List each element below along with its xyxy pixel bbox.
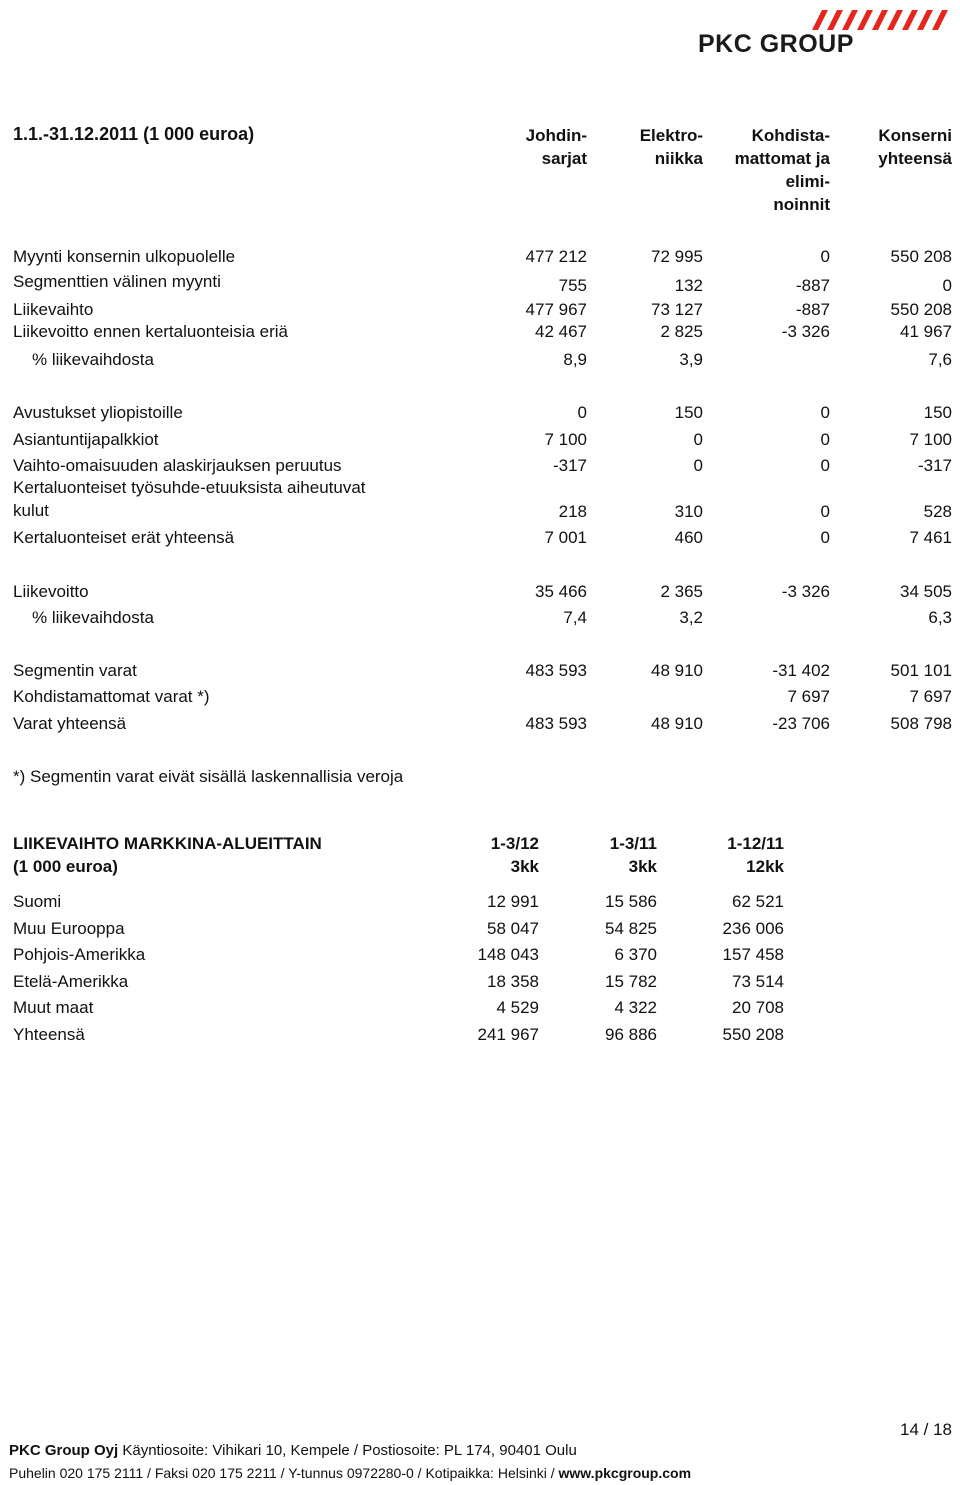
row-label: Pohjois-Amerikka	[13, 945, 146, 964]
cell-value: 6 370	[614, 945, 657, 964]
cell-value: 7,4	[563, 608, 587, 627]
cell-value: 550 208	[722, 1025, 784, 1044]
cell-value: 483 593	[525, 714, 587, 733]
cell-value: 528	[923, 502, 952, 521]
table-row	[0, 712, 960, 736]
row-label: Kohdistamattomat varat *)	[13, 687, 210, 706]
footer-company: PKC Group Oyj	[9, 1442, 119, 1459]
table-row	[0, 890, 960, 914]
cell-value: 73 514	[732, 972, 784, 991]
cell-value: 73 127	[651, 300, 703, 319]
market-header-fy-11: 1-12/11	[727, 834, 784, 853]
cell-value: 72 995	[651, 247, 703, 266]
cell-value: -317	[917, 456, 952, 475]
market-header-q1-12-period: 3kk	[510, 857, 539, 876]
cell-value: 6,3	[928, 608, 952, 627]
cell-value: 7 697	[909, 687, 952, 706]
footer-kotipaikka: Kotipaikka: Helsinki	[425, 1465, 547, 1481]
market-header-q1-11: 1-3/11	[609, 834, 657, 853]
cell-value: 7 697	[787, 687, 830, 706]
row-label: Varat yhteensä	[13, 714, 127, 733]
cell-value: 0	[820, 502, 830, 521]
row-label: Avustukset yliopistoille	[13, 403, 183, 422]
cell-value: 218	[558, 502, 587, 521]
page-number: 14 / 18	[900, 1420, 952, 1439]
cell-value: 54 825	[605, 919, 657, 938]
cell-value: 15 782	[605, 972, 657, 991]
cell-value: 8,9	[563, 350, 587, 369]
cell-value: 58 047	[487, 919, 539, 938]
cell-value: 477 967	[525, 300, 587, 319]
cell-value: 236 006	[722, 919, 784, 938]
cell-value: 550 208	[890, 300, 952, 319]
cell-value: 755	[558, 276, 587, 295]
table-row	[0, 526, 960, 550]
table-row	[0, 320, 960, 344]
row-label: Etelä-Amerikka	[13, 972, 129, 991]
row-label: Liikevoitto	[13, 582, 89, 601]
footer-contact-line: Puhelin 020 175 2111 / Faksi 020 175 2211 / Y-tunnus 0972280-0 / Kotipaikka: Helsinki / www.pkcgroup.com	[9, 1465, 692, 1481]
cell-value: 7 461	[909, 528, 952, 547]
footer-fax: Faksi 020 175 2211	[154, 1465, 277, 1481]
cell-value: 2 365	[660, 582, 703, 601]
table-row	[0, 476, 960, 524]
row-label: Segmentin varat	[13, 661, 137, 680]
footer-phone: Puhelin 020 175 2111	[9, 1465, 144, 1481]
cell-value: 96 886	[605, 1025, 657, 1044]
cell-value: 310	[674, 502, 703, 521]
row-label: Muu Eurooppa	[13, 919, 125, 938]
logo-text: PKC GROUP	[698, 30, 854, 58]
row-label: Yhteensä	[13, 1025, 85, 1044]
cell-value: 18 358	[487, 972, 539, 991]
market-header-q1-11-period: 3kk	[628, 857, 657, 876]
cell-value: -887	[795, 300, 830, 319]
cell-value: 0	[820, 528, 830, 547]
cell-value: 2 825	[660, 322, 703, 341]
table-row	[0, 659, 960, 683]
table-row	[0, 606, 960, 630]
table-row	[0, 970, 960, 994]
row-label: Liikevoitto ennen kertaluonteisia eriä	[13, 322, 289, 341]
cell-value: 0	[942, 276, 952, 295]
cell-value: 0	[693, 430, 703, 449]
row-label: Liikevaihto	[13, 300, 94, 319]
footer-web-link[interactable]: www.pkcgroup.com	[558, 1465, 692, 1481]
cell-value: 15 586	[605, 892, 657, 911]
cell-value: 35 466	[535, 582, 587, 601]
cell-value: 460	[674, 528, 703, 547]
segment-footnote: *) Segmentin varat eivät sisällä laskennallisia veroja	[13, 767, 404, 786]
row-label: % liikevaihdosta	[32, 608, 154, 627]
cell-value: 34 505	[900, 582, 952, 601]
cell-value: 0	[577, 403, 587, 422]
cell-value: -3 326	[781, 582, 830, 601]
table-row	[0, 685, 960, 709]
cell-value: 0	[820, 456, 830, 475]
cell-value: 483 593	[525, 661, 587, 680]
cell-value: 48 910	[651, 661, 703, 680]
table-row	[0, 298, 960, 322]
footer-ytunnus: Y-tunnus 0972280-0	[288, 1465, 414, 1481]
cell-value: 7 100	[544, 430, 587, 449]
cell-value: 150	[923, 403, 952, 422]
row-label: Muut maat	[13, 998, 94, 1017]
cell-value: 477 212	[525, 247, 587, 266]
market-subtitle: (1 000 euroa)	[13, 857, 118, 876]
segment-header-johdinsarjat: Johdin- sarjat	[525, 126, 587, 168]
segment-header-elektroniikka: Elektro- niikka	[639, 126, 703, 168]
row-label: Myynti konsernin ulkopuolelle	[13, 247, 236, 266]
cell-value: 4 529	[496, 998, 539, 1017]
cell-value: 0	[820, 430, 830, 449]
cell-value: -31 402	[772, 661, 830, 680]
market-header-fy-11-period: 12kk	[746, 857, 784, 876]
cell-value: 7 001	[544, 528, 587, 547]
table-row	[0, 454, 960, 478]
market-header-q1-12: 1-3/12	[490, 834, 539, 853]
row-label: Suomi	[13, 892, 62, 911]
table-row	[0, 245, 960, 269]
cell-value: 501 101	[890, 661, 952, 680]
cell-value: 42 467	[535, 322, 587, 341]
row-label: Kertaluonteiset erät yhteensä	[13, 528, 235, 547]
pkc-group-logo	[692, 4, 954, 62]
footer-address: Käyntiosoite: Vihikari 10, Kempele / Postiosoite: PL 174, 90401 Oulu	[122, 1442, 577, 1459]
cell-value: 550 208	[890, 247, 952, 266]
row-label: Kertaluonteiset työsuhde-etuuksista aiheutuvat kulut	[13, 478, 366, 520]
cell-value: 48 910	[651, 714, 703, 733]
table-row	[0, 943, 960, 967]
cell-value: 7 100	[909, 430, 952, 449]
table-row	[0, 580, 960, 604]
cell-value: 3,9	[679, 350, 703, 369]
table-row	[0, 996, 960, 1020]
segment-header-kohdistamattomat: Kohdista- mattomat ja elimi- noinnit	[734, 126, 830, 214]
cell-value: 3,2	[679, 608, 703, 627]
table-row	[0, 270, 960, 294]
row-label: % liikevaihdosta	[32, 350, 154, 369]
table-row	[0, 348, 960, 372]
cell-value: 508 798	[890, 714, 952, 733]
cell-value: 41 967	[900, 322, 952, 341]
market-title: LIIKEVAIHTO MARKKINA-ALUEITTAIN	[13, 834, 322, 853]
cell-value: -23 706	[772, 714, 830, 733]
cell-value: 148 043	[477, 945, 539, 964]
table-row	[0, 1023, 960, 1047]
cell-value: -3 326	[781, 322, 830, 341]
footer-address-line	[9, 1442, 577, 1459]
cell-value: 7,6	[928, 350, 952, 369]
cell-value: 0	[820, 403, 830, 422]
cell-value: -887	[795, 276, 830, 295]
cell-value: 132	[674, 276, 703, 295]
cell-value: 12 991	[487, 892, 539, 911]
row-label: Segmenttien välinen myynti	[13, 272, 221, 291]
table-row	[0, 401, 960, 425]
cell-value: -317	[552, 456, 587, 475]
cell-value: 4 322	[614, 998, 657, 1017]
cell-value: 20 708	[732, 998, 784, 1017]
segment-period-title: 1.1.-31.12.2011 (1 000 euroa)	[13, 124, 255, 144]
cell-value: 0	[820, 247, 830, 266]
cell-value: 157 458	[722, 945, 784, 964]
cell-value: 0	[693, 456, 703, 475]
cell-value: 150	[674, 403, 703, 422]
table-row	[0, 917, 960, 941]
row-label: Asiantuntijapalkkiot	[13, 430, 159, 449]
segment-header-konserni: Konserni yhteensä	[878, 126, 952, 168]
table-row	[0, 428, 960, 452]
row-label: Vaihto-omaisuuden alaskirjauksen peruutus	[13, 456, 342, 475]
cell-value: 62 521	[732, 892, 784, 911]
cell-value: 241 967	[477, 1025, 539, 1044]
